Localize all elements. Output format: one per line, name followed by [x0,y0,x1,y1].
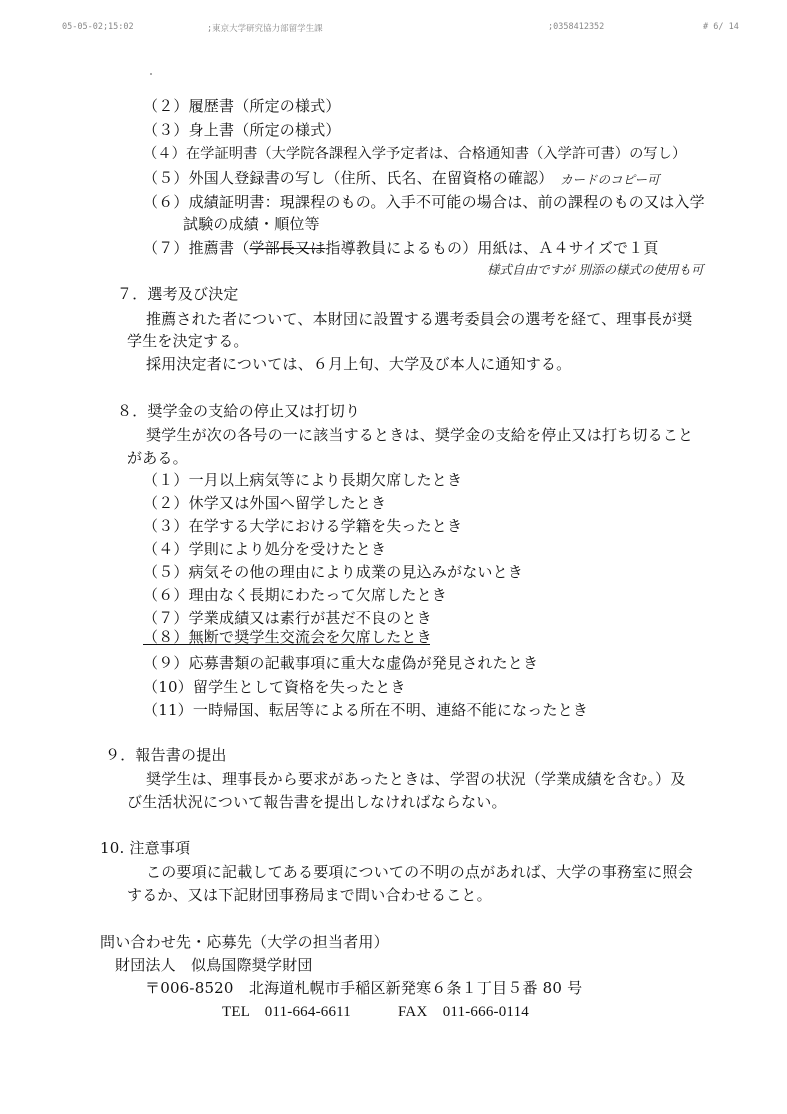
item-8-underline [143,644,430,645]
section8-heading: ８．奨学金の支給の停止又は打切り [117,402,361,420]
fax-number: ;0358412352 [548,22,605,32]
contact-fax: FAX 011-666-0114 [398,1004,529,1020]
section9-line1: 奨学生は、理事長から要求があったときは、学習の状況（学業成績を含む。）及 [146,770,686,788]
fax-timestamp: 05-05-02;15:02 [62,22,134,32]
doc-item-6-line2: 試験の成績・順位等 [183,215,320,233]
fax-page-number: # 6/ 14 [703,22,739,32]
section10-line2: するか、又は下記財団事務局まで問い合わせること。 [127,886,492,904]
section8-item-3: （３）在学する大学における学籍を失ったとき [143,517,463,535]
doc-item-7-struck-text: 学部長又は [249,239,326,257]
section8-item-7: （７）学業成績又は素行が甚だ不良のとき [143,609,432,627]
contact-organization: 財団法人 似鳥国際奨学財団 [115,956,313,974]
section8-item-4: （４）学則により処分を受けたとき [143,540,387,558]
section8-item-5: （５）病気その他の理由により成業の見込みがないとき [143,563,524,581]
doc-item-5: （５）外国人登録書の写し（住所、氏名、在留資格の確認） [143,169,554,187]
section7-heading: ７．選考及び決定 [117,285,239,303]
handwritten-note-card-copy: カードのコピー可 [560,172,660,187]
doc-item-7-prefix: （７）推薦書（ [143,239,250,257]
contact-address: 〒006-8520 北海道札幌市手稲区新発寒６条１丁目５番 80 号 [145,979,583,997]
section8-item-11: （11）一時帰国、転居等による所在不明、連絡不能になったとき [143,701,589,719]
contact-heading: 問い合わせ先・応募先（大学の担当者用） [100,933,389,951]
fax-header [0,0,787,40]
section8-item-8: （８）無断で奨学生交流会を欠席したとき [143,628,432,646]
contact-tel: TEL 011-664-6611 [222,1004,352,1020]
section8-item-1: （１）一月以上病気等により長期欠席したとき [143,471,463,489]
section8-intro-line1: 奨学生が次の各号の一に該当するときは、奨学金の支給を停止又は打ち切ること [146,426,694,444]
doc-item-7 [143,239,659,257]
section8-item-9: （９）応募書類の記載事項に重大な虚偽が発見されたとき [143,654,539,672]
section10-heading: 10. 注意事項 [100,839,191,857]
section7-para1-line1: 推薦された者について、本財団に設置する選考委員会の選考を経て、理事長が奨 [146,310,693,328]
doc-item-6-line1: （６）成績証明書：現課程のもの。入手不可能の場合は、前の課程のもの又は入学 [143,193,705,211]
section7-para2: 採用決定者については、６月上旬、大学及び本人に通知する。 [146,355,572,373]
doc-item-7-suffix: 指導教員によるもの）用紙は、Ａ４サイズで１頁 [325,239,659,257]
section8-item-2: （２）休学又は外国へ留学したとき [143,494,387,512]
section8-item-10: （10）留学生として資格を失ったとき [143,678,406,696]
section9-heading: ９．報告書の提出 [105,746,227,764]
section8-intro-line2: がある。 [127,449,188,467]
section10-line1: この要項に記載してある要項についての不明の点があれば、大学の事務室に照会 [146,863,693,881]
scan-speck [150,73,152,75]
handwritten-note-form: 様式自由ですが 別添の様式の使用も可 [487,262,704,277]
doc-item-2: （２）履歴書（所定の様式） [143,97,341,115]
doc-item-4: （４）在学証明書（大学院各課程入学予定者は、合格通知書（入学許可書）の写し） [143,146,687,162]
doc-item-3: （３）身上書（所定の様式） [143,121,341,139]
section7-para1-line2: 学生を決定する。 [127,332,249,350]
fax-sender: ;東京大学研究協力部留学生課 [207,24,323,34]
section9-line2: び生活状況について報告書を提出しなければならない。 [127,793,507,811]
section8-item-6: （６）理由なく長期にわたって欠席したとき [143,586,448,604]
